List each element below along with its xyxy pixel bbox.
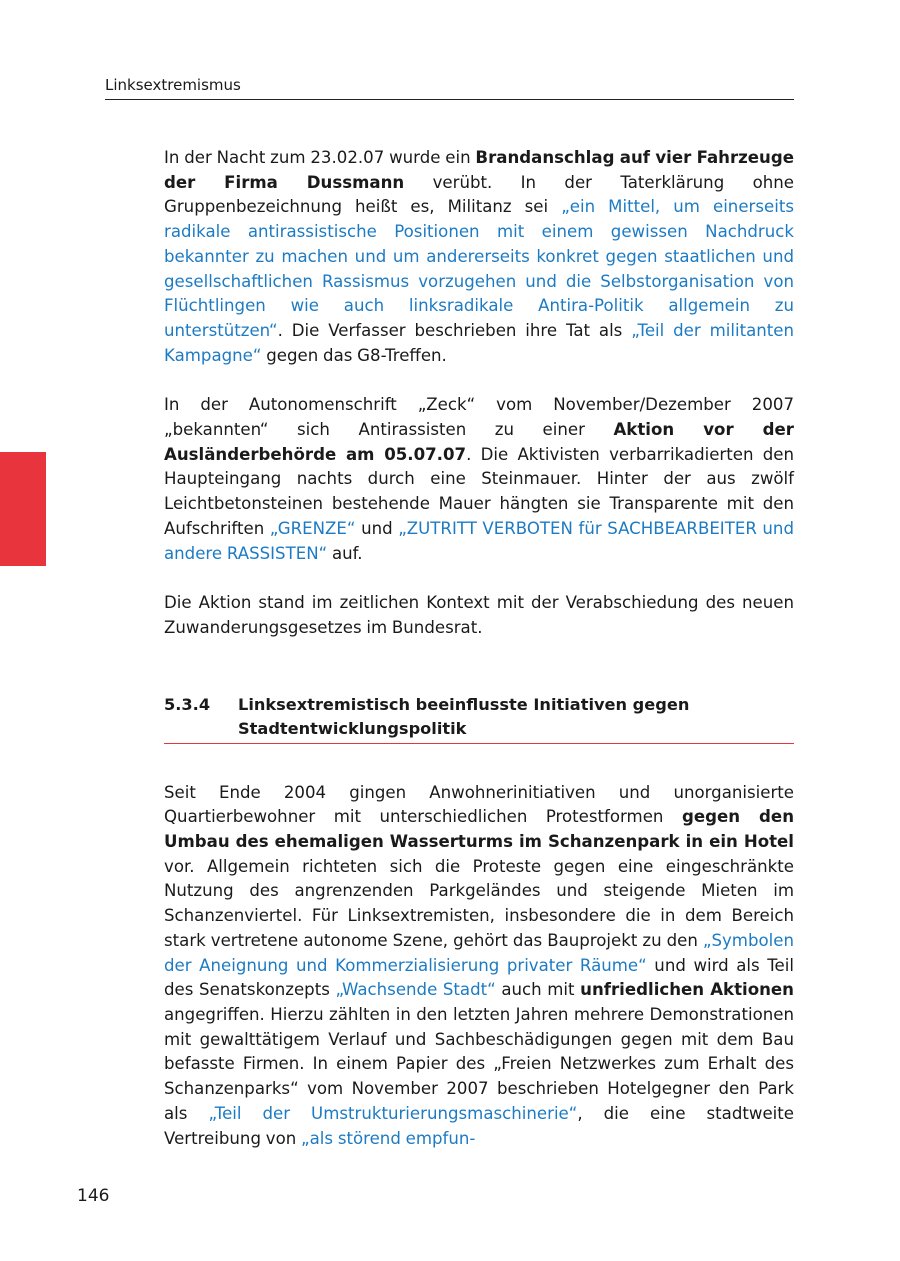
text-span: . Die Aktivisten verbarrikadierten den Haupteingang nachts durch eine Steinmauer. Hinter der aus zwölf Leichtbetonsteinen bestehende Mauer hängten sie Transparente mit den Aufschriften [164, 444, 794, 538]
paragraph-schanzenpark [164, 781, 794, 1152]
quotation: „Wachsende Stadt“ [335, 980, 496, 1000]
quotation: „Teil der militanten Kampagne“ [164, 320, 794, 365]
running-title: Linksextremismus [105, 76, 241, 94]
main-content [164, 146, 794, 1151]
quotation: „Teil der Umstrukturierungsmaschinerie“ [208, 1103, 578, 1123]
text-span: und [355, 518, 399, 538]
text-span: Seit Ende 2004 gingen Anwohnerinitiativen und unorganisierte Quartierbewohner mit unterschiedlichen Protestformen [164, 782, 794, 827]
section-number: 5.3.4 [164, 694, 211, 714]
text-span: gegen das G8-Treffen. [261, 345, 447, 365]
text-span: In der Nacht zum 23.02.07 wurde ein [164, 148, 476, 167]
paragraph-kontext [164, 591, 794, 640]
text-span: , die eine stadtweite Vertreibung von [164, 1103, 794, 1148]
text-span: angegriffen. Hierzu zählten in den letzten Jahren mehrere Demonstrationen mit gewalttätigem Verlauf und Sachbeschädigungen gegen mit dem Bau befasste Firmen. In einem Papier des „Freien Netzwerkes zum Erhalt des Schanzenparks“ vom November 2007 beschrieben Hotelgegner den Park als [164, 1004, 794, 1123]
quotation: „ZUTRITT VERBOTEN für SACHBEARBEITER und andere RASSISTEN“ [164, 518, 794, 563]
text-span: In der Autonomenschrift „Zeck“ vom November/Dezember 2007 „bekannten“ sich Antirassisten zu einer [164, 395, 794, 440]
bold-text: Aktion vor der Ausländerbehörde am 05.07.07 [164, 420, 794, 464]
quotation: „als störend empfun- [301, 1128, 476, 1148]
section-heading [164, 693, 794, 744]
text-span: . Die Verfasser beschrieben ihre Tat als [277, 320, 632, 340]
bold-text: Brandanschlag auf vier Fahrzeuge der Firma Dussmann [164, 148, 794, 192]
bold-text: gegen den Umbau des ehemaligen Wasserturms im Schanzenpark in ein Hotel [164, 807, 795, 852]
text-span: verübt. In der Taterklärung ohne Gruppenbezeichnung heißt es, Militanz sei [164, 172, 794, 217]
paragraph-zeck-aktion [164, 393, 794, 566]
text-span: Die Aktion stand im zeitlichen Kontext mit der Verabschiedung des neuen Zuwanderungsgesetzes im Bundesrat. [164, 593, 794, 637]
paragraph-brandanschlag [164, 146, 794, 368]
quotation: „ein Mittel, um einerseits radikale antirassistische Positionen mit einem gewissen Nachdruck bekannter zu machen und um andererseits konkret gegen staatlichen und gesellschaftlichen Rassismus vorzugehen und die Selbstorganisation von Flüchtlingen wie auch linksradikale Antira-Politik allgemein zu unterstützen“ [164, 197, 794, 340]
text-span: und wird als Teil des Senatskonzepts [164, 955, 794, 1000]
chapter-marker-tab [0, 452, 46, 566]
section-title: Linksextremistisch beeinflusste Initiativen gegen Stadtentwicklungspolitik [238, 694, 690, 739]
text-span: auch mit [495, 980, 581, 1000]
running-header [105, 75, 794, 100]
quotation: „GRENZE“ [269, 518, 356, 538]
page-number: 146 [77, 1186, 110, 1206]
quotation: „Symbolen der Aneignung und Kommerzialisierung privater Räume“ [164, 930, 794, 975]
text-span: auf. [327, 543, 363, 563]
text-span: vor. Allgemein richteten sich die Proteste gegen eine eingeschränkte Nutzung des angrenzenden Parkgeländes und steigende Mieten im Schanzenviertel. Für Linksextremisten, insbesondere die in dem Bereich stark vertretene autonome Szene, gehört das Bauprojekt zu den [164, 856, 794, 950]
bold-text: unfriedlichen Aktionen [580, 980, 794, 1000]
